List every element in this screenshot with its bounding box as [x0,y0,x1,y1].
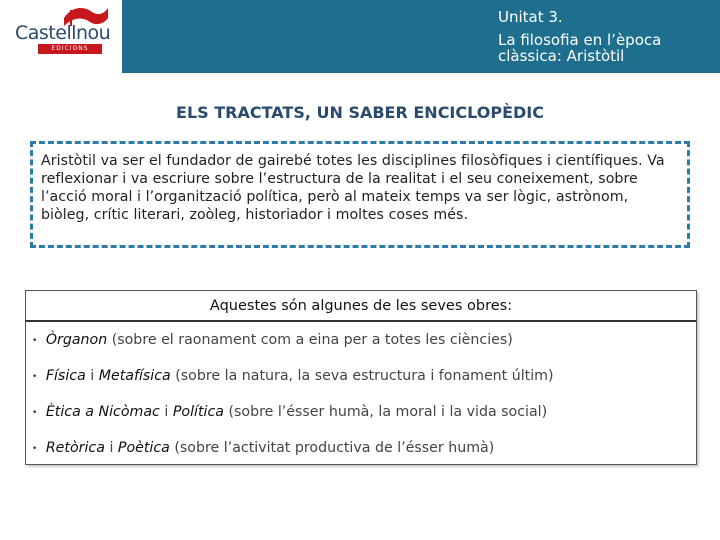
logo-name: Castellnou [15,22,111,44]
intro-paragraph: Aristòtil va ser el fundador de gairebé totes les disciplines filosòfiques i científiques. Va reflexionar i va escriure sobre l’estructura de la realitat i el seu coneixement, sobre l’acció moral i l’organització política, però al mateix temps va ser lògic, astrònom, biòleg, crític literari, zoòleg, historiador i moltes coses més. [41,153,665,223]
work-description: (sobre la natura, la seva estructura i fonament últim) [175,368,554,384]
work-title: Òrganon [45,332,112,348]
work-description: (sobre l’activitat productiva de l’ésser humà) [174,440,495,456]
bullet-icon: • [32,372,38,382]
work-description: (sobre l’ésser humà, la moral i la vida social) [228,404,548,420]
works-table [25,290,697,465]
bullet-icon: • [32,444,38,454]
unit-number: Unitat 3. [498,8,563,26]
list-item [26,322,696,358]
page-title: ELS TRACTATS, UN SABER ENCICLOPÈDIC [176,103,544,122]
bullet-icon: • [32,408,38,418]
work-joiner: i [164,404,173,420]
work-title-second: Política [172,404,229,420]
work-title: Retòrica [45,440,110,456]
works-heading: Aquestes són algunes de les seves obres: [26,291,696,322]
unit-title [498,8,714,64]
list-item [26,394,696,430]
work-title-second: Poètica [117,440,175,456]
work-title-second: Metafísica [98,368,176,384]
works-list [26,322,696,466]
list-item [26,358,696,394]
work-description: (sobre el raonament com a eina per a totes les ciències) [111,332,513,348]
work-joiner: i [90,368,99,384]
work-joiner: i [109,440,118,456]
logo-subtitle: EDICIONS [38,44,102,54]
unit-subtitle: La filosofia en l’època clàssica: Aristòtil [498,31,662,65]
work-title: Física [45,368,91,384]
intro-text-box [30,141,690,248]
publisher-logo [0,0,122,73]
bullet-icon: • [32,336,38,346]
work-title: Ètica a Nicòmac [45,404,165,420]
header-bar [0,0,720,73]
list-item [26,430,696,466]
